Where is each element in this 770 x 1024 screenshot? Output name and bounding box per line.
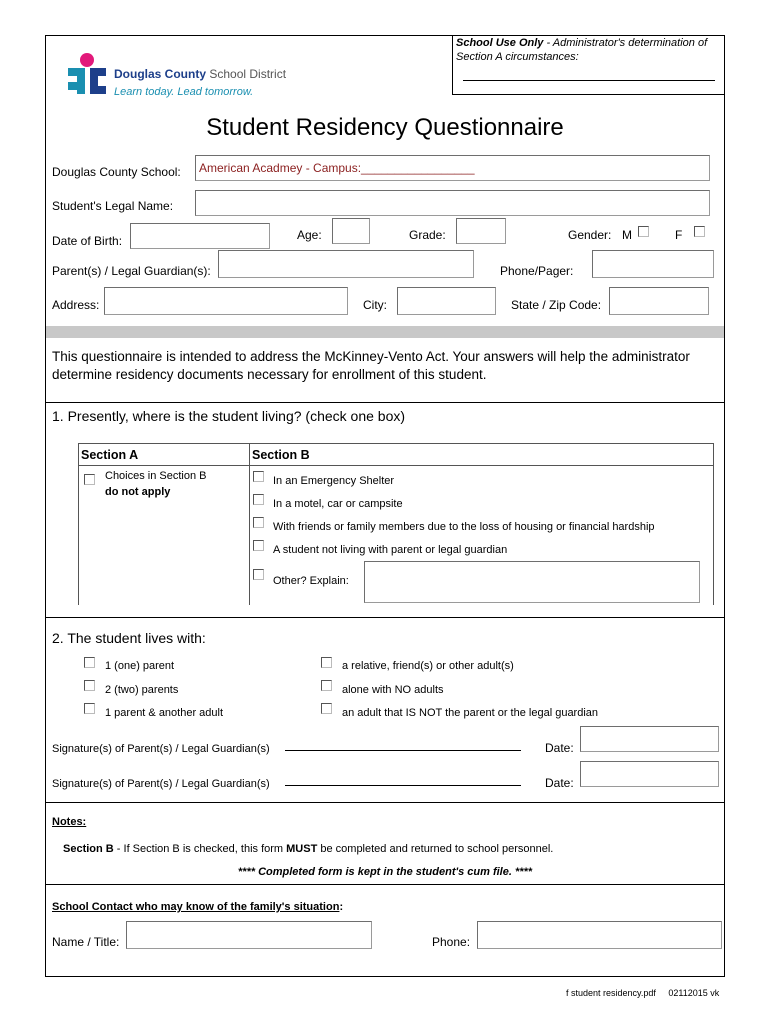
school-field[interactable] <box>195 155 710 181</box>
contact-phone-label: Phone: <box>432 935 471 949</box>
other-explain-field[interactable] <box>364 561 700 603</box>
option-b-checkbox[interactable] <box>253 540 264 551</box>
lives-with-checkbox[interactable] <box>321 680 332 691</box>
logo-tagline: Learn today. Lead tomorrow. <box>114 86 254 98</box>
date-label: Date: <box>545 741 574 755</box>
intro-divider <box>46 402 724 403</box>
signature-label: Signature(s) of Parent(s) / Legal Guardian(s) <box>52 743 270 755</box>
school-use-title: School Use Only <box>456 37 544 49</box>
section-a-header: Section A <box>81 448 139 462</box>
section-b-header: Section B <box>252 448 310 462</box>
section-a-checkbox[interactable] <box>84 474 95 485</box>
address-label: Address: <box>52 298 100 312</box>
gender-m-label: M <box>622 228 632 242</box>
section-a-line1: Choices in Section B <box>105 470 207 482</box>
age-label: Age: <box>297 228 322 242</box>
dob-field[interactable] <box>130 223 270 249</box>
lives-with-label: a relative, friend(s) or other adult(s) <box>342 660 514 672</box>
signature-line[interactable] <box>285 750 521 751</box>
address-field[interactable] <box>104 287 348 315</box>
notes-text-1: - If Section B is checked, this form <box>113 843 287 855</box>
district-logo <box>66 52 287 100</box>
date-label: Date: <box>545 776 574 790</box>
contact-name-field[interactable] <box>126 921 372 949</box>
option-b-checkbox[interactable] <box>253 471 264 482</box>
phone-field[interactable] <box>592 250 714 278</box>
lives-with-label: 1 (one) parent <box>105 660 175 672</box>
q2-question: 2. The student lives with: <box>52 630 206 646</box>
school-use-text <box>456 36 722 64</box>
city-label: City: <box>363 298 387 312</box>
logo-name <box>114 67 286 81</box>
guardian-label: Parent(s) / Legal Guardian(s): <box>52 264 211 278</box>
contact-heading <box>52 901 343 913</box>
signature-line[interactable] <box>285 785 521 786</box>
q1-question: 1. Presently, where is the student living? (check one box) <box>52 408 406 424</box>
section-a-line2: do not apply <box>105 486 171 498</box>
dob-label: Date of Birth: <box>52 234 123 248</box>
school-use-line <box>463 80 715 81</box>
lives-with-checkbox[interactable] <box>321 657 332 668</box>
school-label: Douglas County School: <box>52 165 181 179</box>
option-b-label: With friends or family members due to the loss of housing or financial hardship <box>273 521 655 533</box>
lives-with-checkbox[interactable] <box>321 703 332 714</box>
school-use-description: - Administrator's determination of Section A circumstances: <box>456 37 708 63</box>
intro-text: This questionnaire is intended to address the McKinney-Vento Act. Your answers will help the administrator determine residency documents necessary for enrollment of this student. <box>52 349 690 382</box>
contact-name-label: Name / Title: <box>52 935 120 949</box>
logo-name-bold: Douglas County <box>114 67 206 81</box>
notes-line2: **** Completed form is kept in the student's cum file. **** <box>237 866 533 878</box>
age-field[interactable] <box>332 218 370 244</box>
section-divider <box>46 326 724 338</box>
gender-f-label: F <box>675 228 683 242</box>
gender-m-checkbox[interactable] <box>638 226 649 237</box>
option-b-checkbox[interactable] <box>253 569 264 580</box>
logo-name-suffix: School District <box>209 67 287 81</box>
grade-field[interactable] <box>456 218 506 244</box>
option-b-other-label: Other? Explain: <box>273 575 349 587</box>
legal-name-label: Student's Legal Name: <box>52 199 174 213</box>
guardian-field[interactable] <box>218 250 474 278</box>
contact-heading-colon: : <box>339 901 344 913</box>
q1-bottom-divider <box>46 617 724 618</box>
lives-with-checkbox[interactable] <box>84 680 95 691</box>
city-field[interactable] <box>397 287 496 315</box>
date-field[interactable] <box>580 726 719 752</box>
option-b-label: In an Emergency Shelter <box>273 475 395 487</box>
option-b-label: A student not living with parent or legal guardian <box>273 544 508 556</box>
footer-text: f student residency.pdf 02112015 vk <box>566 988 720 998</box>
notes-section-b: Section B <box>63 843 114 855</box>
notes-line1 <box>63 843 553 855</box>
q1-column-divider <box>249 443 250 605</box>
notes-divider <box>46 884 724 885</box>
lives-with-label: 1 parent & another adult <box>105 707 224 719</box>
gender-f-checkbox[interactable] <box>694 226 705 237</box>
option-b-label: In a motel, car or campsite <box>273 498 403 510</box>
lives-with-checkbox[interactable] <box>84 657 95 668</box>
gender-label: Gender: <box>568 228 612 242</box>
logo-mark-icon <box>66 52 116 98</box>
contact-heading-text: School Contact who may know of the family's situation <box>52 901 340 913</box>
contact-phone-field[interactable] <box>477 921 722 949</box>
state-zip-label: State / Zip Code: <box>511 298 602 312</box>
lives-with-label: 2 (two) parents <box>105 684 179 696</box>
notes-must: MUST <box>286 843 318 855</box>
state-zip-field[interactable] <box>609 287 709 315</box>
phone-label: Phone/Pager: <box>500 264 574 278</box>
lives-with-label: an adult that IS NOT the parent or the legal guardian <box>342 707 599 719</box>
notes-text-2: be completed and returned to school personnel. <box>317 843 554 855</box>
grade-label: Grade: <box>409 228 446 242</box>
option-b-checkbox[interactable] <box>253 517 264 528</box>
q1-header-divider <box>78 465 714 466</box>
school-value: American Acadmey - Campus:_________________ <box>199 161 475 175</box>
legal-name-field[interactable] <box>195 190 710 216</box>
notes-label: Notes: <box>52 816 87 828</box>
date-field[interactable] <box>580 761 719 787</box>
option-b-checkbox[interactable] <box>253 494 264 505</box>
page-title: Student Residency Questionnaire <box>206 114 564 141</box>
lives-with-checkbox[interactable] <box>84 703 95 714</box>
signatures-divider <box>46 802 724 803</box>
signature-label: Signature(s) of Parent(s) / Legal Guardian(s) <box>52 778 270 790</box>
lives-with-label: alone with NO adults <box>342 684 444 696</box>
